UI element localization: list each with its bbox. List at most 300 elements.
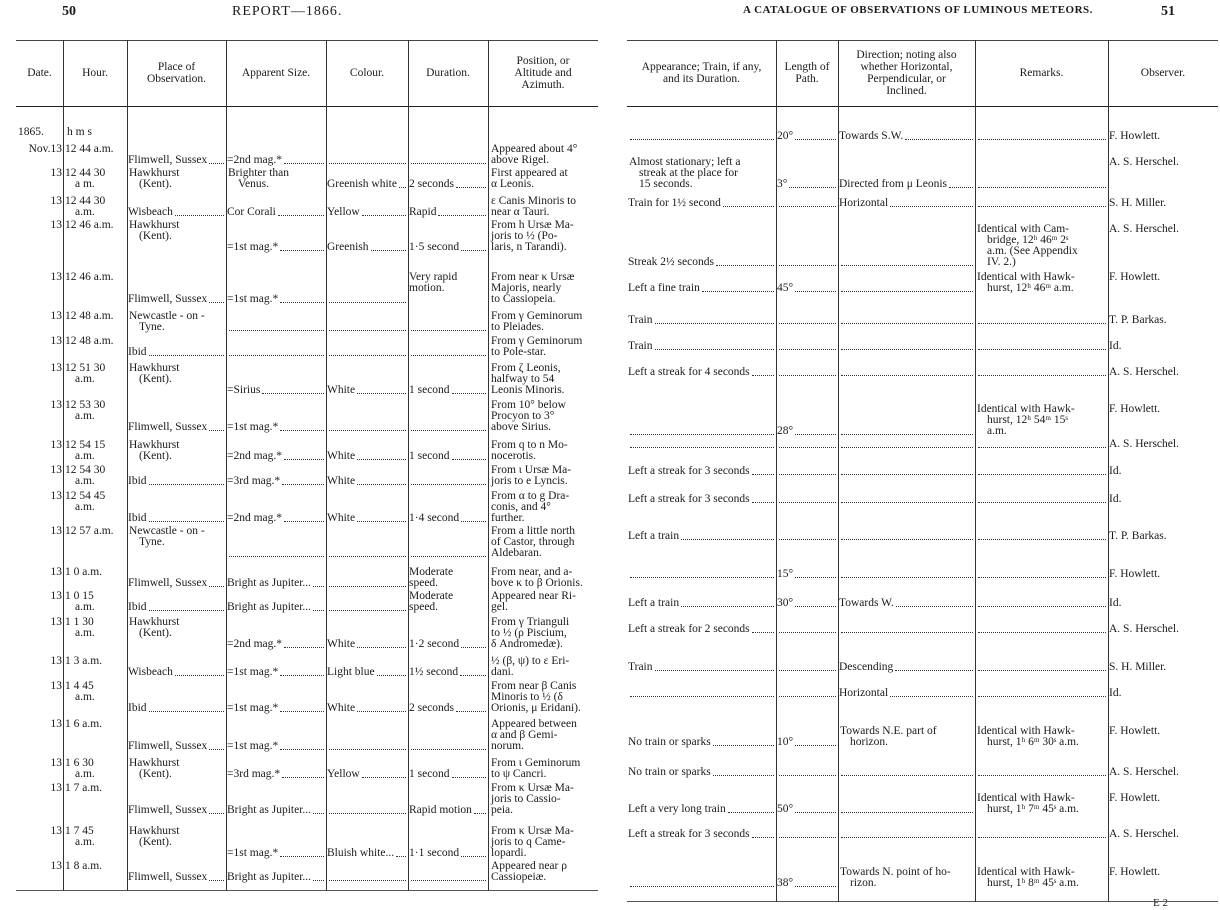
column-header-position: Position, or Altitude and Azimuth. bbox=[514, 55, 572, 91]
cell-colour bbox=[326, 196, 408, 218]
cell-text: Flimwell, Sussex bbox=[128, 804, 208, 816]
dot-leader bbox=[229, 330, 324, 331]
cell-text: Left a streak for 2 seconds bbox=[628, 623, 750, 635]
dot-leader bbox=[978, 447, 1106, 448]
dot-leader bbox=[728, 812, 774, 813]
cell-length-of-path bbox=[776, 341, 838, 352]
dot-leader bbox=[978, 206, 1106, 207]
header-rule bbox=[627, 106, 1218, 107]
cell-duration bbox=[408, 681, 488, 714]
cell-date: 13 bbox=[50, 655, 62, 667]
signature-mark: E 2 bbox=[1153, 897, 1168, 909]
cell-remarks: Identical with Cam- bridge, 12ʰ 46ᵐ 2ˢ a.m. (See Appendix IV. 2.) bbox=[977, 223, 1078, 268]
cell-remarks: Identical with Hawk- hurst, 12ʰ 54ᵐ 15ˢ a.m. bbox=[977, 403, 1075, 437]
cell-length-of-path bbox=[776, 688, 838, 699]
table-row bbox=[16, 440, 598, 462]
cell-length-of-path bbox=[776, 867, 838, 889]
dot-leader bbox=[655, 349, 775, 350]
cell-apparent-size bbox=[226, 681, 326, 714]
cell-apparent-size bbox=[226, 220, 326, 253]
cell-place: Hawkhurst (Kent). bbox=[129, 167, 180, 190]
cell-text: Ibid bbox=[128, 475, 147, 487]
cell-length-of-path bbox=[776, 439, 838, 450]
cell-colour bbox=[326, 311, 408, 333]
cell-place bbox=[127, 656, 226, 678]
cell-length-of-path bbox=[776, 272, 838, 294]
cell-length-of-path bbox=[776, 466, 838, 477]
dot-leader bbox=[284, 459, 324, 460]
column-header-apparent-size: Apparent Size. bbox=[241, 67, 311, 79]
dot-leader bbox=[779, 349, 836, 350]
cell-text: White bbox=[327, 638, 356, 650]
cell-text: Wisbeach bbox=[128, 206, 173, 218]
cell-text: Flimwell, Sussex bbox=[128, 154, 208, 166]
year-label: 1865. bbox=[18, 126, 44, 138]
dot-leader bbox=[229, 355, 324, 356]
table-row bbox=[627, 598, 1218, 609]
cell-duration bbox=[408, 491, 488, 524]
table-row bbox=[627, 662, 1218, 673]
cell-apparent-size bbox=[226, 758, 326, 780]
dot-leader bbox=[716, 265, 774, 266]
cell-observer: Id. bbox=[1109, 465, 1122, 477]
cell-hour: 1 7 45 a.m. bbox=[65, 825, 95, 848]
cell-position: From κ Ursæ Ma- joris to q Came- lopardi. bbox=[491, 825, 574, 859]
dot-leader bbox=[713, 775, 774, 776]
dot-leader bbox=[795, 291, 836, 292]
table-row bbox=[627, 767, 1218, 778]
table-row bbox=[627, 569, 1218, 580]
cell-position: Appeared about 4° above Rigel. bbox=[491, 143, 578, 166]
cell-hour: 1 0 15 a.m. bbox=[65, 590, 95, 613]
dot-leader bbox=[841, 632, 973, 633]
table-row bbox=[627, 466, 1218, 477]
cell-text: Train bbox=[628, 661, 653, 673]
table-row bbox=[627, 131, 1218, 142]
dot-leader bbox=[779, 265, 836, 266]
cell-position: From γ Geminorum to Pleiades. bbox=[491, 310, 583, 333]
cell-text: 2 seconds bbox=[409, 702, 455, 714]
dot-leader bbox=[329, 880, 406, 881]
cell-text: Light blue bbox=[327, 666, 375, 678]
cell-place bbox=[127, 719, 226, 752]
table-row bbox=[627, 315, 1218, 326]
cell-colour bbox=[326, 826, 408, 859]
dot-leader bbox=[329, 813, 406, 814]
cell-place: Hawkhurst (Kent). bbox=[129, 825, 180, 848]
dot-leader bbox=[978, 606, 1106, 607]
dot-leader bbox=[438, 215, 486, 216]
dot-leader bbox=[630, 447, 774, 448]
cell-text: 20° bbox=[777, 130, 794, 142]
cell-hour: 1 7 a.m. bbox=[65, 782, 103, 794]
cell-colour bbox=[326, 617, 408, 650]
table-row bbox=[16, 336, 598, 358]
cell-place: Hawkhurst (Kent). bbox=[129, 757, 180, 780]
cell-position: ½ (β, ψ) to ε Eri- dani. bbox=[491, 655, 570, 678]
dot-leader bbox=[329, 556, 406, 557]
dot-leader bbox=[362, 215, 406, 216]
cell-remarks bbox=[975, 569, 1108, 580]
cell-text: =2nd mag.* bbox=[227, 450, 283, 462]
dot-leader bbox=[209, 163, 224, 164]
cell-colour bbox=[326, 168, 408, 190]
cell-direction bbox=[838, 367, 975, 378]
cell-remarks bbox=[975, 315, 1108, 326]
cell-direction bbox=[838, 494, 975, 505]
dot-leader bbox=[795, 886, 836, 887]
cell-place bbox=[127, 465, 226, 487]
dot-leader bbox=[461, 856, 486, 857]
dot-leader bbox=[411, 355, 486, 356]
dot-leader bbox=[841, 539, 973, 540]
cell-date: 13 bbox=[50, 616, 62, 628]
dot-leader bbox=[841, 577, 973, 578]
cell-apparent-size bbox=[226, 783, 326, 816]
cell-observer: F. Howlett. bbox=[1109, 271, 1161, 283]
cell-remarks bbox=[975, 767, 1108, 778]
dot-leader bbox=[284, 163, 324, 164]
table-row bbox=[16, 656, 598, 678]
cell-hour: 1 0 a.m. bbox=[65, 566, 103, 578]
table-row bbox=[627, 624, 1218, 635]
cell-colour bbox=[326, 783, 408, 816]
dot-leader bbox=[460, 675, 486, 676]
cell-length-of-path bbox=[776, 793, 838, 815]
cell-place bbox=[127, 144, 226, 166]
cell-colour bbox=[326, 758, 408, 780]
cell-text: Left a streak for 3 seconds bbox=[628, 465, 750, 477]
cell-length-of-path bbox=[776, 224, 838, 268]
cell-appearance bbox=[627, 726, 776, 748]
cell-date: 13 bbox=[50, 757, 62, 769]
cell-date: 13 bbox=[50, 680, 62, 692]
cell-date: 13 bbox=[50, 271, 62, 283]
cell-direction bbox=[838, 829, 975, 840]
cell-text: =1st mag.* bbox=[227, 847, 279, 859]
cell-hour: 12 54 30 a.m. bbox=[65, 464, 106, 487]
cell-appearance bbox=[627, 131, 776, 142]
dot-leader bbox=[978, 632, 1106, 633]
cell-text: Ibid bbox=[128, 512, 147, 524]
cell-text: Left a train bbox=[628, 597, 680, 609]
cell-observer: Id. bbox=[1109, 597, 1122, 609]
cell-appearance bbox=[627, 598, 776, 609]
cell-text: Horizontal bbox=[839, 687, 889, 699]
column-header-colour: Colour. bbox=[349, 67, 385, 79]
cell-remarks bbox=[975, 131, 1108, 142]
cell-text: 1 second bbox=[409, 450, 450, 462]
dot-leader bbox=[841, 265, 973, 266]
table-row bbox=[16, 272, 598, 305]
cell-text: 1·4 second bbox=[409, 512, 460, 524]
cell-hour: 12 46 a.m. bbox=[65, 219, 114, 231]
cell-duration: Moderate speed. bbox=[409, 566, 454, 589]
cell-duration bbox=[408, 168, 488, 190]
dot-leader bbox=[779, 375, 836, 376]
cell-place: Newcastle - on - Tyne. bbox=[129, 525, 205, 548]
table-row bbox=[16, 400, 598, 433]
dot-leader bbox=[779, 632, 836, 633]
table-row bbox=[627, 367, 1218, 378]
cell-hour: 12 54 15 a.m. bbox=[65, 439, 106, 462]
right-observation-table bbox=[627, 40, 1218, 902]
dot-leader bbox=[474, 813, 486, 814]
cell-appearance bbox=[627, 198, 776, 209]
cell-direction bbox=[838, 793, 975, 815]
cell-position: From near, and a- bove κ to β Orionis. bbox=[491, 566, 583, 589]
cell-duration bbox=[408, 758, 488, 780]
dot-leader bbox=[795, 139, 836, 140]
cell-text: Descending bbox=[839, 661, 894, 673]
cell-length-of-path bbox=[776, 624, 838, 635]
cell-colour bbox=[326, 440, 408, 462]
cell-text: Left a very long train bbox=[628, 803, 726, 815]
dot-leader bbox=[752, 474, 774, 475]
cell-colour bbox=[326, 681, 408, 714]
column-header-length-of-path: Length of Path. bbox=[784, 61, 830, 85]
table-row bbox=[16, 526, 598, 559]
table-row bbox=[16, 591, 598, 613]
dot-leader bbox=[209, 749, 224, 750]
cell-duration bbox=[408, 526, 488, 559]
cell-observer: T. P. Barkas. bbox=[1109, 530, 1167, 542]
cell-position: From ι Ursæ Ma- joris to e Lyncis. bbox=[491, 464, 572, 487]
cell-date: 13 bbox=[50, 718, 62, 730]
cell-colour bbox=[326, 861, 408, 883]
page-number-left: 50 bbox=[62, 4, 76, 19]
cell-duration bbox=[408, 196, 488, 218]
dot-leader bbox=[452, 393, 486, 394]
cell-appearance bbox=[627, 624, 776, 635]
cell-observer: A. S. Herschel. bbox=[1109, 223, 1179, 235]
dot-leader bbox=[841, 812, 973, 813]
cell-text: =1st mag.* bbox=[227, 666, 279, 678]
cell-text: =1st mag.* bbox=[227, 241, 279, 253]
dot-leader bbox=[313, 610, 324, 611]
dot-leader bbox=[329, 749, 406, 750]
dot-leader bbox=[280, 675, 324, 676]
cell-direction bbox=[838, 624, 975, 635]
cell-observer: F. Howlett. bbox=[1109, 568, 1161, 580]
cell-remarks bbox=[975, 157, 1108, 190]
cell-text: =1st mag.* bbox=[227, 702, 279, 714]
table-row bbox=[627, 341, 1218, 352]
cell-appearance bbox=[627, 829, 776, 840]
cell-duration bbox=[408, 311, 488, 333]
cell-colour bbox=[326, 220, 408, 253]
cell-appearance bbox=[627, 767, 776, 778]
cell-text: =3rd mag.* bbox=[227, 475, 281, 487]
cell-text: Left a fine train bbox=[628, 282, 700, 294]
cell-direction bbox=[838, 688, 975, 699]
cell-observer: F. Howlett. bbox=[1109, 866, 1161, 878]
dot-leader bbox=[411, 163, 486, 164]
table-row bbox=[16, 758, 598, 780]
cell-apparent-size bbox=[226, 336, 326, 358]
cell-apparent-size bbox=[226, 826, 326, 859]
dot-leader bbox=[329, 430, 406, 431]
cell-duration bbox=[408, 220, 488, 253]
cell-hour: 12 48 a.m. bbox=[65, 335, 114, 347]
dot-leader bbox=[329, 330, 406, 331]
cell-position: From γ Trianguli to ½ (ρ Piscium, δ Andromedæ). bbox=[491, 616, 570, 650]
cell-text: White bbox=[327, 475, 356, 487]
cell-date: 13 bbox=[50, 439, 62, 451]
cell-date: 13 bbox=[50, 525, 62, 537]
dot-leader bbox=[890, 206, 973, 207]
dot-leader bbox=[752, 375, 774, 376]
dot-leader bbox=[149, 484, 224, 485]
dot-leader bbox=[890, 696, 973, 697]
dot-leader bbox=[723, 206, 774, 207]
dot-leader bbox=[175, 215, 224, 216]
column-header-duration: Duration. bbox=[426, 67, 470, 79]
cell-apparent-size: Brighter than Venus. bbox=[228, 167, 289, 190]
table-row bbox=[627, 867, 1218, 889]
cell-appearance bbox=[627, 688, 776, 699]
cell-length-of-path bbox=[776, 404, 838, 437]
cell-place: Hawkhurst (Kent). bbox=[129, 219, 180, 242]
table-row bbox=[16, 567, 598, 589]
cell-text: Ibid bbox=[128, 346, 147, 358]
dot-leader bbox=[278, 215, 324, 216]
cell-position: From 10° below Procyon to 3° above Sirius. bbox=[491, 399, 566, 433]
cell-direction bbox=[838, 767, 975, 778]
cell-duration bbox=[408, 826, 488, 859]
cell-apparent-size bbox=[226, 591, 326, 613]
cell-position: From α to g Dra- conis, and 4° further. bbox=[491, 490, 570, 524]
table-row bbox=[627, 404, 1218, 437]
dot-leader bbox=[841, 375, 973, 376]
dot-leader bbox=[779, 447, 836, 448]
dot-leader bbox=[411, 430, 486, 431]
cell-text: Greenish white bbox=[327, 178, 397, 190]
dot-leader bbox=[284, 647, 324, 648]
cell-date: 13 bbox=[50, 860, 62, 872]
cell-text: 10° bbox=[777, 736, 794, 748]
cell-observer: A. S. Herschel. bbox=[1109, 766, 1179, 778]
dot-leader bbox=[702, 291, 774, 292]
cell-observer: A. S. Herschel. bbox=[1109, 623, 1179, 635]
dot-leader bbox=[630, 139, 774, 140]
table-row bbox=[627, 531, 1218, 542]
table-row bbox=[627, 224, 1218, 268]
cell-hour: 1 8 a.m. bbox=[65, 860, 103, 872]
dot-leader bbox=[752, 837, 774, 838]
cell-appearance bbox=[627, 793, 776, 815]
cell-colour bbox=[326, 465, 408, 487]
cell-appearance bbox=[627, 662, 776, 673]
cell-text: Train bbox=[628, 314, 653, 326]
dot-leader bbox=[280, 856, 324, 857]
dot-leader bbox=[681, 539, 774, 540]
cell-length-of-path bbox=[776, 569, 838, 580]
cell-appearance bbox=[627, 439, 776, 450]
table-row bbox=[627, 726, 1218, 748]
cell-text: Left a streak for 3 seconds bbox=[628, 493, 750, 505]
dot-leader bbox=[149, 610, 224, 611]
cell-duration bbox=[408, 363, 488, 396]
cell-hour: 1 6 a.m. bbox=[65, 718, 103, 730]
cell-hour: 1 6 30 a.m. bbox=[65, 757, 95, 780]
dot-leader bbox=[978, 577, 1106, 578]
page-number-right: 51 bbox=[1161, 4, 1175, 19]
cell-text: White bbox=[327, 702, 356, 714]
cell-remarks: Identical with Hawk- hurst, 1ʰ 8ᵐ 45ˢ a.m. bbox=[977, 866, 1079, 889]
cell-date: 13 bbox=[50, 782, 62, 794]
dot-leader bbox=[396, 856, 406, 857]
dot-leader bbox=[175, 675, 224, 676]
cell-place bbox=[127, 196, 226, 218]
cell-remarks bbox=[975, 688, 1108, 699]
cell-appearance bbox=[627, 341, 776, 352]
cell-text: =1st mag.* bbox=[227, 421, 279, 433]
cell-text: Streak 2½ seconds bbox=[628, 256, 714, 268]
table-row bbox=[16, 617, 598, 650]
cell-place: Hawkhurst (Kent). bbox=[129, 439, 180, 462]
cell-text: Towards S.W. bbox=[839, 130, 904, 142]
cell-length-of-path bbox=[776, 494, 838, 505]
cell-colour bbox=[326, 526, 408, 559]
cell-hour: 12 57 a.m. bbox=[65, 525, 114, 537]
cell-position: ε Canis Minoris to near α Tauri. bbox=[491, 195, 577, 218]
cell-duration bbox=[408, 656, 488, 678]
dot-leader bbox=[752, 502, 774, 503]
cell-duration: Moderate speed. bbox=[409, 590, 454, 613]
cell-text: 1·5 second bbox=[409, 241, 460, 253]
cell-place bbox=[127, 567, 226, 589]
cell-direction bbox=[838, 198, 975, 209]
cell-text: 50° bbox=[777, 803, 794, 815]
cell-text: Ibid bbox=[128, 702, 147, 714]
cell-text: Greenish bbox=[327, 241, 369, 253]
dot-leader bbox=[357, 711, 406, 712]
cell-duration bbox=[408, 465, 488, 487]
dot-leader bbox=[280, 250, 324, 251]
dot-leader bbox=[452, 459, 486, 460]
dot-leader bbox=[280, 711, 324, 712]
cell-hour: 12 54 45 a.m. bbox=[65, 490, 106, 513]
cell-place bbox=[127, 681, 226, 714]
dot-leader bbox=[461, 250, 486, 251]
cell-remarks bbox=[975, 662, 1108, 673]
column-header-direction: Direction; noting also whether Horizontal, Perpendicular, or Inclined. bbox=[856, 49, 957, 97]
cell-apparent-size bbox=[226, 311, 326, 333]
dot-leader bbox=[978, 349, 1106, 350]
table-row bbox=[627, 439, 1218, 450]
dot-leader bbox=[313, 813, 324, 814]
cell-position: First appeared at α Leonis. bbox=[491, 167, 568, 190]
cell-position: From near κ Ursæ Majoris, nearly to Cassiopeia. bbox=[491, 271, 575, 305]
cell-text: =1st mag.* bbox=[227, 740, 279, 752]
dot-leader bbox=[978, 837, 1106, 838]
cell-direction bbox=[838, 439, 975, 450]
cell-remarks bbox=[975, 494, 1108, 505]
cell-observer: A. S. Herschel. bbox=[1109, 156, 1179, 168]
cell-direction bbox=[838, 315, 975, 326]
cell-hour: 12 48 a.m. bbox=[65, 310, 114, 322]
cell-text: Cor Corali bbox=[227, 206, 276, 218]
dot-leader bbox=[371, 250, 406, 251]
cell-observer: F. Howlett. bbox=[1109, 792, 1161, 804]
cell-position: From γ Geminorum to Pole-star. bbox=[491, 335, 583, 358]
dot-leader bbox=[779, 696, 836, 697]
dot-leader bbox=[841, 775, 973, 776]
cell-text: =1st mag.* bbox=[227, 293, 279, 305]
cell-date: Nov.13 bbox=[28, 143, 62, 155]
cell-hour: 12 51 30 a.m. bbox=[65, 362, 106, 385]
